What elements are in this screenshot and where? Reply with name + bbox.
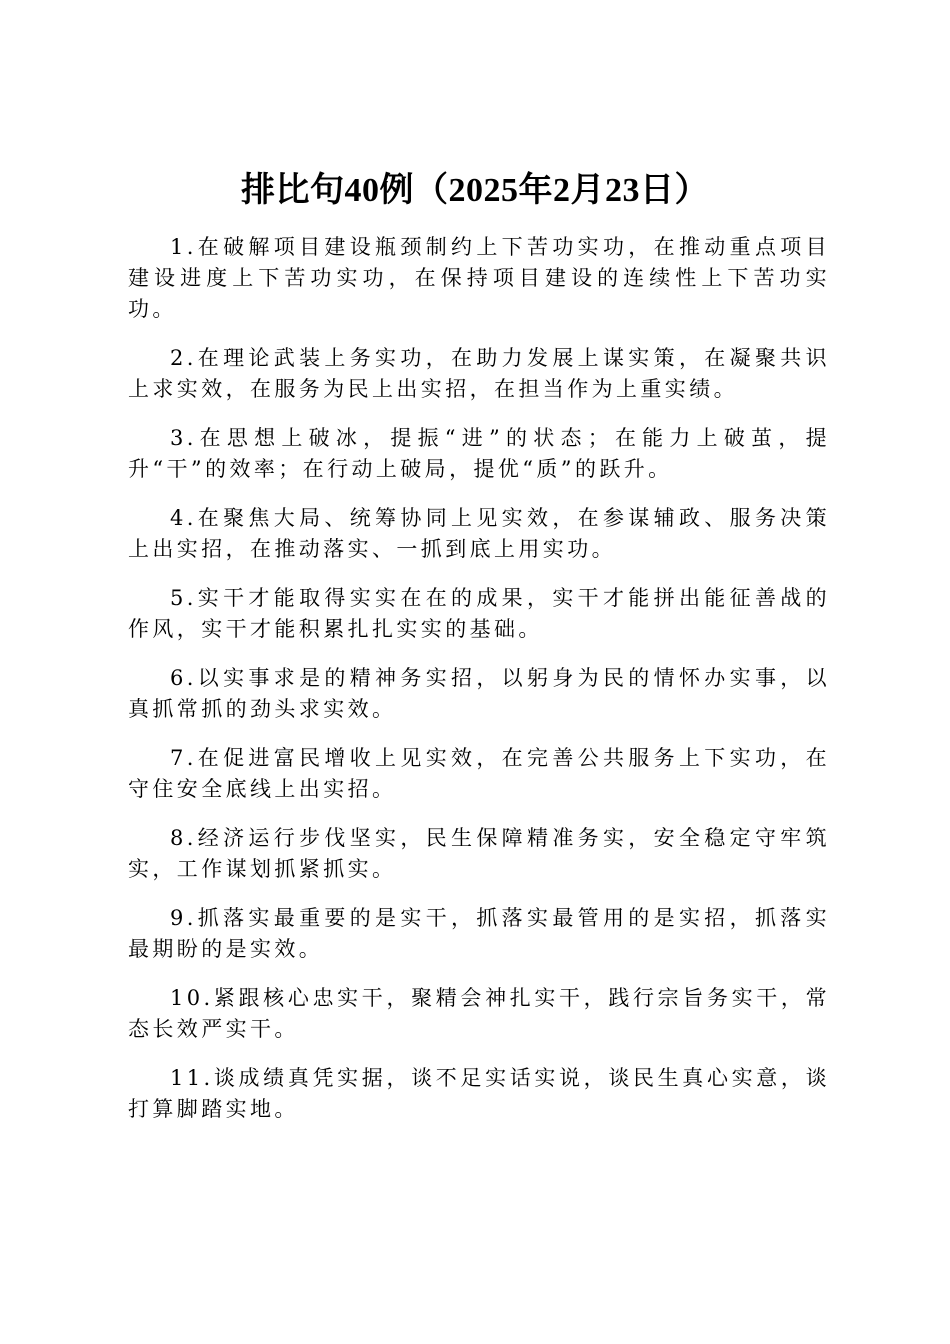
- paragraph-7: 7.在促进富民增收上见实效，在完善公共服务上下实功，在守住安全底线上出实招。: [128, 746, 830, 801]
- paragraph-4: 4.在聚焦大局、统筹协同上见实效，在参谋辅政、服务决策上出实招，在推动落实、一抓到底上用实功。: [128, 506, 830, 561]
- paragraph-3: 3.在思想上破冰，提振“进”的状态；在能力上破茧，提升“干”的效率；在行动上破局，提优“质”的跃升。: [128, 426, 830, 481]
- document-body: [128, 232, 830, 1143]
- paragraph-8: 8.经济运行步伐坚实，民生保障精准务实，安全稳定守牢筑实，工作谋划抓紧抓实。: [128, 826, 830, 881]
- paragraph-2: 2.在理论武装上务实功，在助力发展上谋实策，在凝聚共识上求实效，在服务为民上出实招，在担当作为上重实绩。: [128, 346, 830, 401]
- document-title: 排比句40例（2025年2月23日）: [241, 172, 709, 209]
- paragraph-5: 5.实干才能取得实实在在的成果，实干才能拼出能征善战的作风，实干才能积累扎扎实实的基础。: [128, 586, 830, 641]
- paragraph-10: 10.紧跟核心忠实干，聚精会神扎实干，践行宗旨务实干，常态长效严实干。: [128, 986, 830, 1041]
- paragraph-11: 11.谈成绩真凭实据，谈不足实话实说，谈民生真心实意，谈打算脚踏实地。: [128, 1066, 830, 1121]
- paragraph-1: 1.在破解项目建设瓶颈制约上下苦功实功，在推动重点项目建设进度上下苦功实功，在保持项目建设的连续性上下苦功实功。: [128, 235, 830, 321]
- paragraph-6: 6.以实事求是的精神务实招，以躬身为民的情怀办实事，以真抓常抓的劲头求实效。: [128, 666, 830, 721]
- paragraph-9: 9.抓落实最重要的是实干，抓落实最管用的是实招，抓落实最期盼的是实效。: [128, 906, 830, 961]
